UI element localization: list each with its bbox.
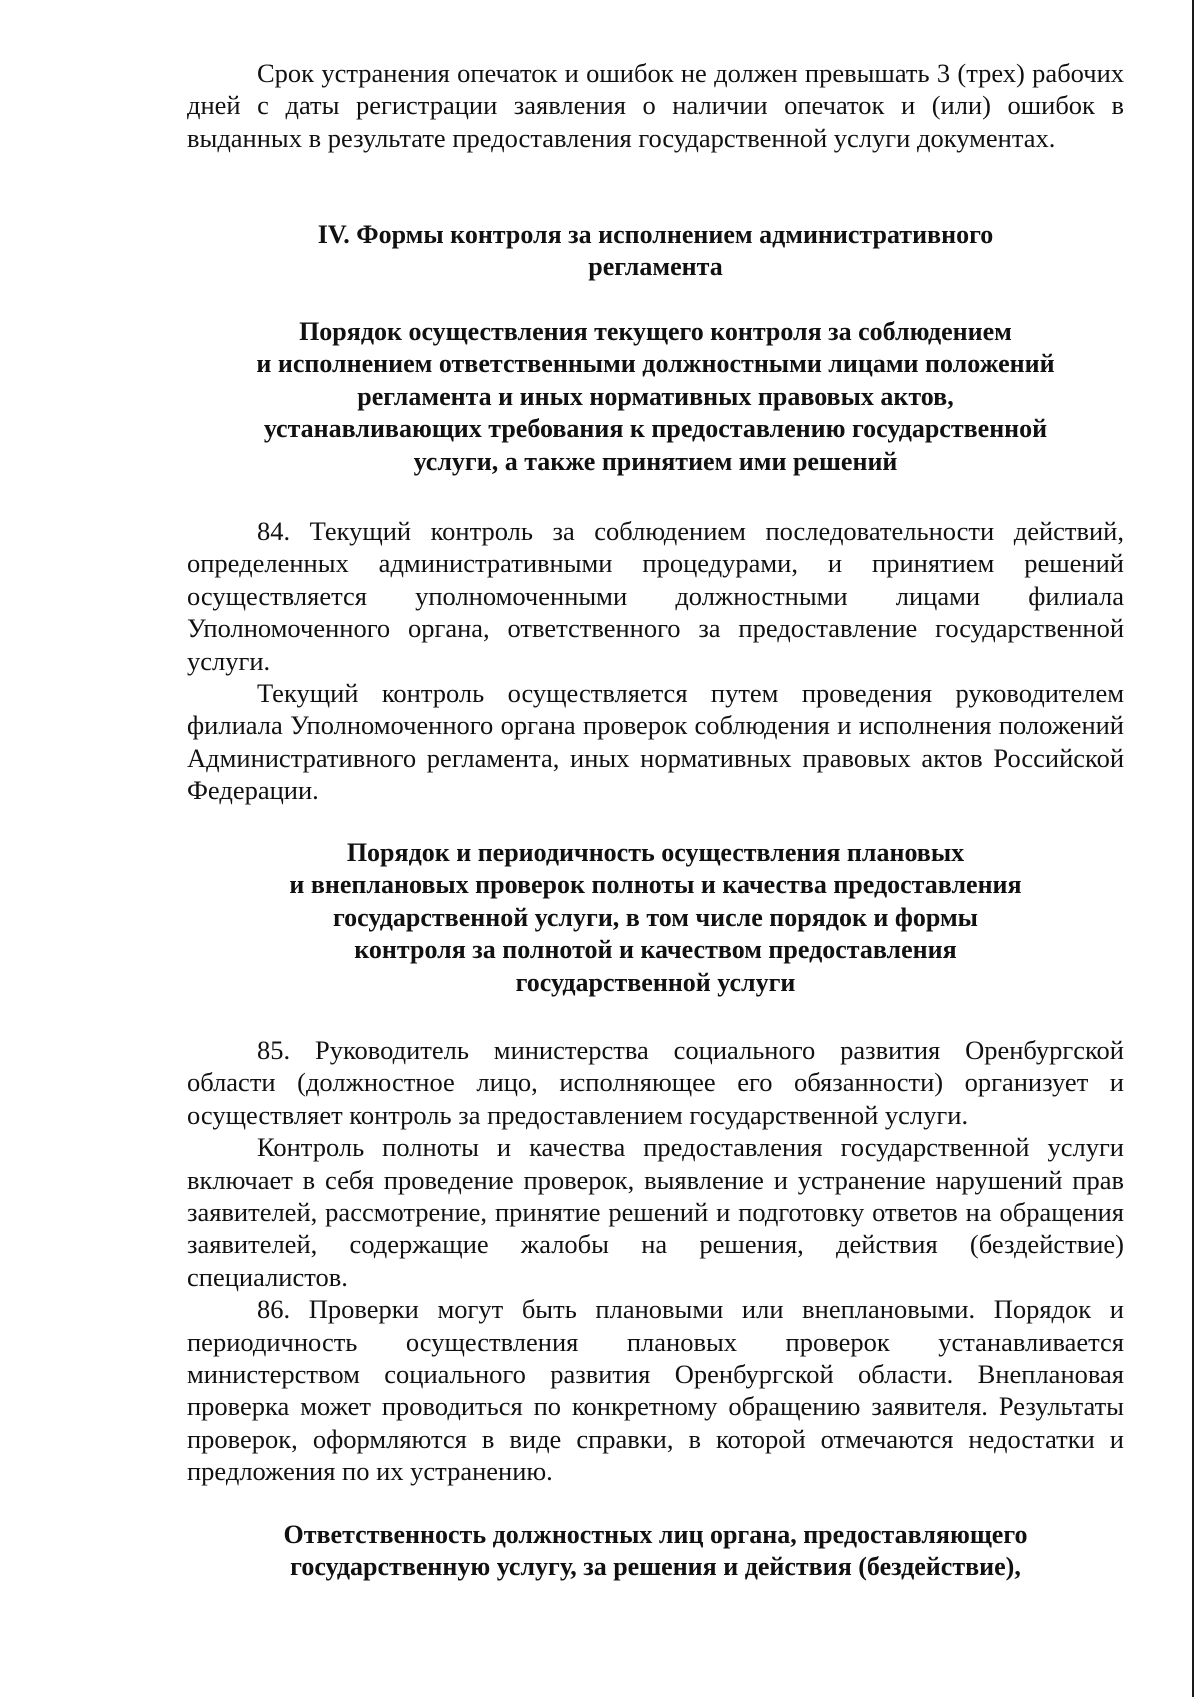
current-control-heading-line-1: Порядок осуществления текущего контроля за соблюдением	[299, 317, 1012, 346]
current-control-heading-line-2: и исполнением ответственными должностными лицами положений	[256, 349, 1055, 379]
paragraph-error-correction-deadline: Срок устранения опечаток и ошибок не должен превышать 3 (трех) рабочих дней с даты регистрации заявления о наличии опечаток и (или) ошибок в выданных в результате предоставления государственной услуги документах.	[187, 58, 1124, 153]
current-control-heading	[187, 316, 1124, 478]
paragraph-85-minister-control: 85. Руководитель министерства социального развития Оренбургской области (должностное лицо, исполняющее его обязанности) организует и осуществляет контроль за предоставлением государственной услуги.	[187, 1035, 1124, 1130]
inspections-heading	[187, 837, 1124, 999]
scan-edge-line	[1192, 0, 1194, 1697]
section-85-86-block	[187, 1034, 1124, 1488]
paragraph-84-current-control: 84. Текущий контроль за соблюдением последовательности действий, определенных административными процедурами, и принятием решений осуществляется уполномоченными должностными лицами филиала Уполномоченного органа, ответственного за предоставление государственной услуги.	[187, 516, 1124, 676]
current-control-heading-line-5: услуги, а также принятием ими решений	[413, 446, 898, 476]
inspections-heading-line-4: контроля за полнотой и качеством предоставления	[354, 935, 957, 965]
section-iv-heading-line-2: регламента	[588, 252, 723, 282]
inspections-heading-line-2: и внеплановых проверок полноты и качества предоставления	[289, 870, 1022, 900]
responsibility-heading	[187, 1519, 1124, 1584]
responsibility-heading-line-2: государственную услугу, за решения и действия (бездействие),	[290, 1552, 1021, 1582]
inspections-heading-line-1: Порядок и периодичность осуществления плановых	[346, 838, 965, 867]
paragraph-85-control-scope: Контроль полноты и качества предоставления государственной услуги включает в себя проведение проверок, выявление и устранение нарушений прав заявителей, рассмотрение, принятие решений и подготовку ответов на обращения заявителей, содержащие жалобы на решения, действия (бездействие) специалистов.	[187, 1132, 1124, 1292]
responsibility-heading-line-1: Ответственность должностных лиц органа, предоставляющего	[283, 1520, 1028, 1549]
current-control-heading-line-4: устанавливающих требования к предоставлению государственной	[263, 414, 1048, 444]
section-iv-heading	[187, 219, 1124, 284]
paragraph-86-inspections: 86. Проверки могут быть плановыми или внеплановыми. Порядок и периодичность осуществления плановых проверок устанавливается министерством социального развития Оренбургской области. Внеплановая проверка может проводиться по конкретному обращению заявителя. Результаты проверок, оформляются в виде справки, в которой отмечаются недостатки и предложения по их устранению.	[187, 1294, 1124, 1487]
section-iv-heading-line-1: IV. Формы контроля за исполнением административного	[317, 220, 994, 249]
current-control-heading-line-3: регламента и иных нормативных правовых актов,	[357, 381, 954, 411]
paragraph-84-inspection-method: Текущий контроль осуществляется путем проведения руководителем филиала Уполномоченного органа проверок соблюдения и исполнения положений Административного регламента, иных нормативных правовых актов Российской Федерации.	[187, 678, 1124, 806]
intro-block	[187, 57, 1124, 154]
inspections-heading-line-3: государственной услуги, в том числе порядок и формы	[333, 902, 978, 932]
section-84-block	[187, 515, 1124, 807]
inspections-heading-line-5: государственной услуги	[515, 967, 796, 997]
